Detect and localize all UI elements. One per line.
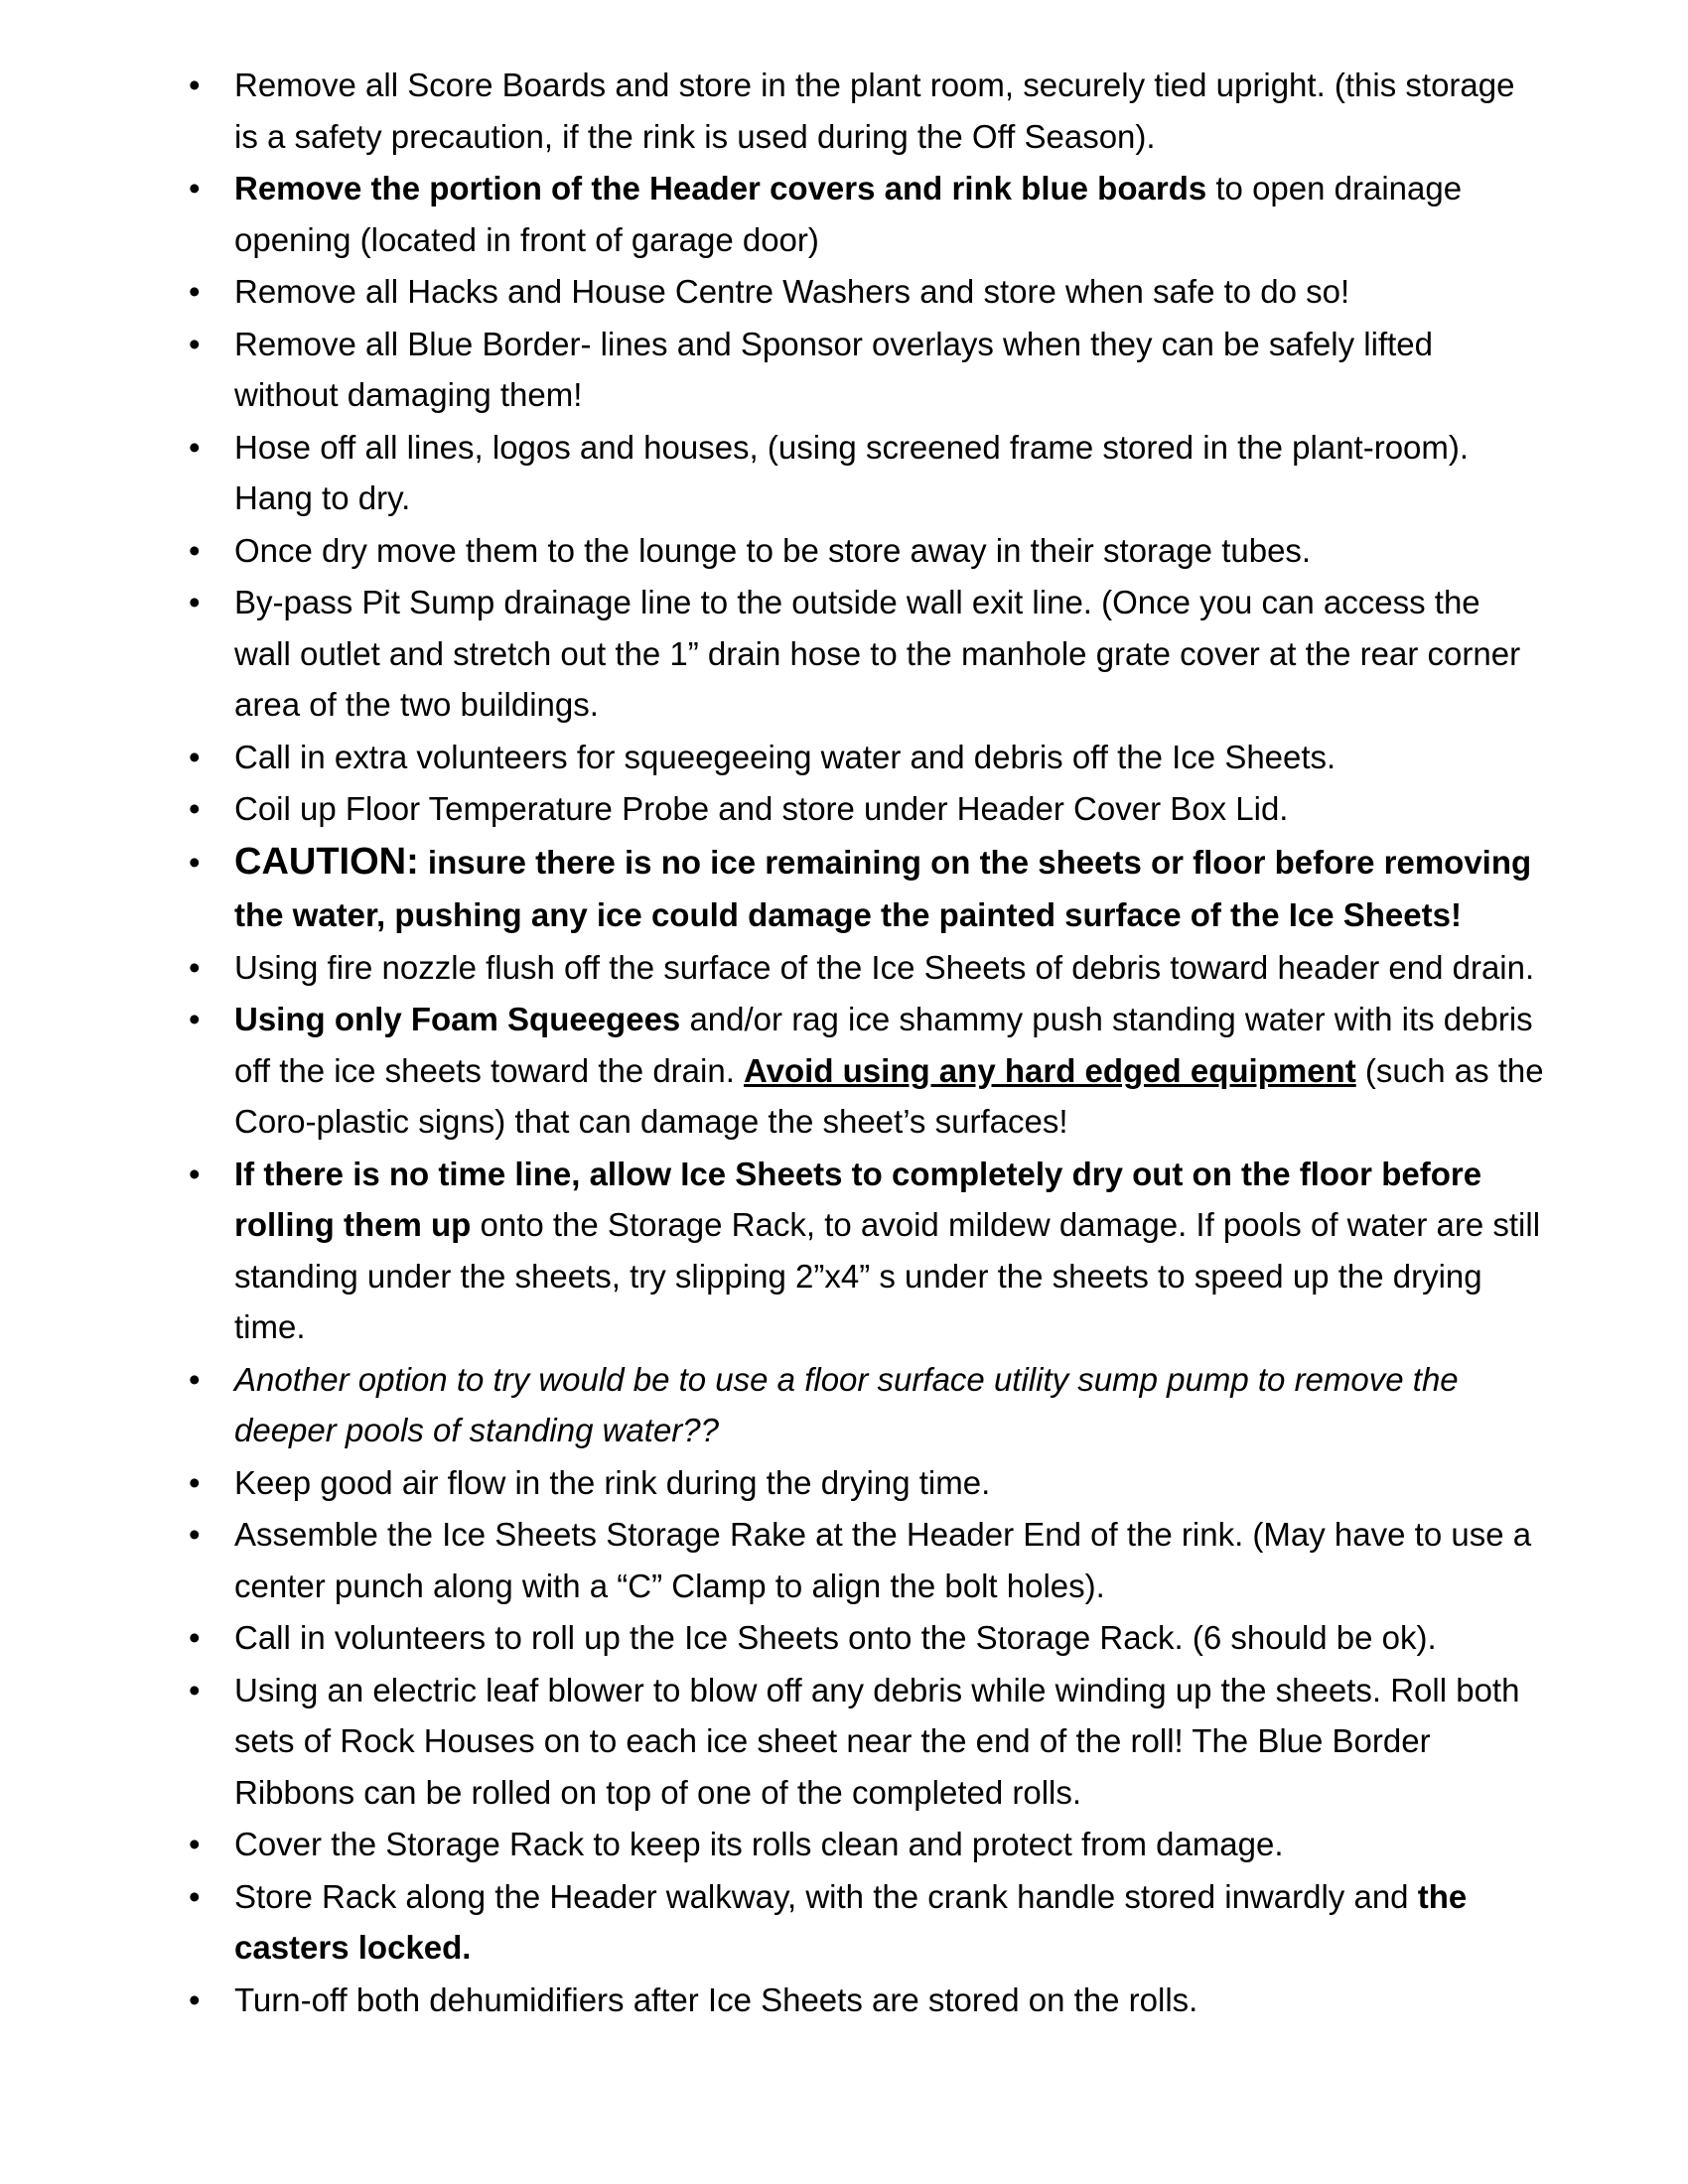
item-text: Remove all Hacks and House Centre Washers and store when safe to do so! bbox=[234, 273, 1350, 310]
item-text: Call in volunteers to roll up the Ice Sheets onto the Storage Rack. (6 should be ok). bbox=[234, 1619, 1437, 1656]
list-item bbox=[234, 994, 1545, 1148]
item-text: Remove all Blue Border- lines and Sponsor overlays when they can be safely lifted without damaging them! bbox=[234, 325, 1433, 413]
item-text: onto the Storage Rack, to avoid mildew damage. If pools of water are still standing under the sheets, try slipping 2”x4” s under the sheets to speed up the drying time. bbox=[234, 1206, 1541, 1345]
list-item bbox=[234, 577, 1545, 731]
item-text-bold: Remove the portion of the Header covers and rink blue boards bbox=[234, 170, 1207, 206]
item-text: Once dry move them to the lounge to be store away in their storage tubes. bbox=[234, 531, 1312, 569]
item-text: Remove all Score Boards and store in the plant room, securely tied upright. (this storage is a safety precaution, if the rink is used during the Off Season). bbox=[234, 67, 1515, 155]
list-item bbox=[234, 1509, 1545, 1611]
item-text: Coil up Floor Temperature Probe and store under Header Cover Box Lid. bbox=[234, 790, 1289, 827]
list-item bbox=[234, 60, 1545, 162]
list-item bbox=[234, 1975, 1545, 2026]
item-text: Store Rack along the Header walkway, with the crank handle stored inwardly and bbox=[234, 1877, 1418, 1915]
list-item bbox=[234, 1149, 1545, 1353]
item-text: (such as the Coro-plastic signs) that can damage the sheet’s surfaces! bbox=[234, 1051, 1544, 1140]
list-item bbox=[234, 525, 1545, 577]
caution-text: insure there is no ice remaining on the sheets or floor before removing the water, pushing any ice could damage the painted surface of the Ice Sheets! bbox=[234, 843, 1532, 933]
item-text: Call in extra volunteers for squeegeeing water and debris off the Ice Sheets. bbox=[234, 738, 1336, 775]
list-item bbox=[234, 942, 1545, 994]
instruction-list bbox=[234, 60, 1545, 2026]
item-text: By-pass Pit Sump drainage line to the outside wall exit line. (Once you can access the wall outlet and stretch out the 1” drain hose to the manhole grate cover at the rear corner area of the two buildings. bbox=[234, 584, 1521, 723]
item-text: Hose off all lines, logos and houses, (using screened frame stored in the plant-room). Hang to dry. bbox=[234, 428, 1470, 516]
list-item bbox=[234, 732, 1545, 783]
list-item bbox=[234, 1665, 1545, 1819]
item-text: Turn-off both dehumidifiers after Ice Sheets are stored on the rolls. bbox=[234, 1980, 1198, 2018]
item-text-bold: the casters locked. bbox=[234, 1877, 1468, 1966]
list-item bbox=[234, 783, 1545, 835]
item-text-bold: If there is no time line, allow Ice Sheets to completely dry out on the floor before rolling them up bbox=[234, 1155, 1482, 1243]
item-text: to open drainage opening (located in front of garage door) bbox=[234, 170, 1463, 258]
list-item bbox=[234, 1819, 1545, 1870]
item-text: Assemble the Ice Sheets Storage Rake at the Header End of the rink. (May have to use a center punch along with a “C” Clamp to align the bolt holes). bbox=[234, 1516, 1532, 1604]
item-text-italic: Another option to try would be to use a floor surface utility sump pump to remove the deeper pools of standing water?? bbox=[234, 1360, 1459, 1448]
caution-label: CAUTION: bbox=[234, 840, 419, 883]
item-text: and/or rag ice shammy push standing water with its debris off the ice sheets toward the drain. bbox=[234, 1001, 1533, 1089]
list-item bbox=[234, 1871, 1545, 1974]
list-item bbox=[234, 163, 1545, 265]
list-item bbox=[234, 1457, 1545, 1509]
item-text: Cover the Storage Rack to keep its rolls clean and protect from damage. bbox=[234, 1826, 1284, 1862]
item-text: Using fire nozzle flush off the surface of the Ice Sheets of debris toward header end drain. bbox=[234, 948, 1535, 986]
item-text-bold-underline: Avoid using any hard edged equipment bbox=[744, 1051, 1356, 1089]
caution-item bbox=[234, 836, 1545, 941]
list-item bbox=[234, 1354, 1545, 1456]
item-text: Using an electric leaf blower to blow off any debris while winding up the sheets. Roll both sets of Rock Houses on to each ice sheet near the end of the roll! The Blue Border Ribbons can be rolled on top of one of the completed rolls. bbox=[234, 1671, 1520, 1811]
item-text: Keep good air flow in the rink during the drying time. bbox=[234, 1463, 991, 1501]
list-item bbox=[234, 266, 1545, 318]
list-item bbox=[234, 319, 1545, 421]
item-text-bold: Using only Foam Squeegees bbox=[234, 1001, 681, 1037]
list-item bbox=[234, 1612, 1545, 1664]
list-item bbox=[234, 422, 1545, 524]
